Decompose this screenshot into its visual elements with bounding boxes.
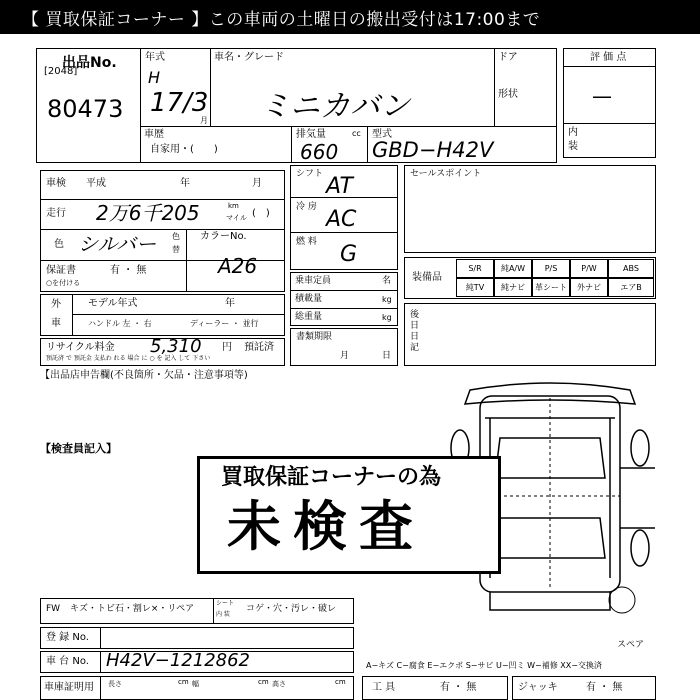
- lot-tag: [2048]: [44, 66, 78, 77]
- chassis-value: H42V−1212862: [106, 650, 250, 671]
- load-unit: kg: [382, 295, 392, 304]
- equip-ps: P/S: [532, 259, 570, 278]
- aircon-value: AC: [326, 207, 357, 232]
- foreign-label-bottom: 車: [51, 318, 61, 329]
- docs-month-unit: 月: [340, 351, 350, 361]
- displacement-value: 660: [300, 140, 339, 164]
- equip-navi: 純ナビ: [494, 278, 532, 297]
- recycle-value: 5,310: [150, 336, 202, 357]
- jack-label: ジャッキ: [518, 682, 558, 693]
- inspection-label: 車検: [46, 178, 66, 189]
- warranty-options: 有 ・ 無: [110, 265, 147, 276]
- model-value: ミニカバン: [260, 89, 410, 124]
- history-label: 車歴: [144, 129, 164, 140]
- type-value: GBD−H42V: [372, 138, 494, 162]
- chassis-label: 車 台 No.: [46, 656, 89, 667]
- tools-value: 有 ・ 無: [440, 682, 477, 693]
- rear-label: 後日日記: [410, 310, 420, 353]
- inspection-month-unit: 月: [252, 178, 262, 189]
- recycle-label: リサイクル料金: [46, 342, 115, 353]
- notes-header: 【出品店申告欄(不良箇所・欠品・注意事項等): [40, 370, 248, 381]
- year-month-unit: 月: [200, 116, 208, 125]
- equip-ext-navi: 外ナビ: [570, 278, 608, 297]
- sales-point-label: セールスポイント: [410, 169, 482, 179]
- cert-width: 幅: [192, 680, 199, 688]
- history-value: 自家用・( ): [150, 144, 218, 155]
- model-year-label: モデル年式: [88, 298, 138, 309]
- color-no-label: カラーNo.: [200, 231, 247, 242]
- fuel-value: G: [340, 242, 358, 267]
- jack-value: 有 ・ 無: [586, 682, 623, 693]
- header-banner: [0, 0, 700, 34]
- handle-label: ハンドル 左 ・ 右: [88, 319, 152, 328]
- stamp-top-text: 買取保証コーナーの為: [221, 465, 442, 490]
- mileage-unit-km: km: [228, 202, 239, 210]
- inspection-year-unit: 年: [180, 178, 190, 189]
- recycle-unit: 円: [222, 342, 232, 353]
- cert-length-unit: cm: [178, 678, 189, 686]
- docs-day-unit: 日: [382, 351, 392, 361]
- fuel-label: 燃 料: [296, 237, 317, 247]
- dealer-label: ディーラー ・ 並行: [190, 319, 259, 328]
- repaint-label-top: 色: [172, 232, 180, 241]
- equip-tv: 純TV: [456, 278, 494, 297]
- gross-label: 総重量: [295, 312, 323, 322]
- rear-notes-box: [404, 303, 656, 366]
- recycle-note: 預託済 で 預託金 支払わ れる 場合 に ○ を 記入 して 下さい: [46, 355, 211, 362]
- mileage-paren: ( ): [252, 208, 270, 219]
- shift-value: AT: [326, 174, 353, 199]
- aircon-label: 冷 房: [296, 202, 317, 212]
- lot-number: 80473: [47, 95, 124, 123]
- equip-leather: 革シート: [532, 278, 570, 297]
- displacement-unit: cc: [352, 129, 361, 138]
- cert-width-unit: cm: [258, 678, 269, 686]
- gross-unit: kg: [382, 313, 392, 322]
- capacity-unit: 名: [382, 276, 392, 286]
- banner-text: 【 買取保証コーナー 】この車両の土曜日の搬出受付は17:00まで: [22, 9, 541, 30]
- recycle-status: 預託済: [244, 342, 274, 353]
- year-era: H: [148, 68, 161, 87]
- lot-label: 出品No.: [62, 55, 117, 71]
- year-label: 年式: [145, 52, 165, 63]
- capacity-label: 乗車定員: [295, 276, 332, 286]
- model-label: 車名・グレード: [214, 52, 284, 63]
- equip-abs: ABS: [608, 259, 654, 278]
- shape-label: 形状: [498, 89, 518, 100]
- equipment-label: 装備品: [412, 272, 442, 283]
- seat-label-top: シート: [216, 600, 235, 607]
- warranty-note: ○を付ける: [46, 279, 81, 287]
- stamp-main-text: 未検査: [227, 495, 425, 558]
- load-label: 積載量: [295, 294, 323, 304]
- foreign-label-top: 外: [51, 299, 61, 310]
- year-value: 17/3: [150, 88, 209, 118]
- color-no-value: A26: [218, 254, 258, 278]
- damage-legend: A−キズ C−腐食 E−エクボ S−サビ U−凹ミ W−補修 XX−交換済: [366, 661, 602, 670]
- docs-label: 書類期限: [296, 332, 333, 342]
- seat-text: コゲ・穴・汚レ・破レ: [246, 604, 337, 614]
- cert-label: 車庫証明用: [44, 682, 94, 693]
- equip-sr: S/R: [456, 259, 494, 278]
- fw-label: FW: [46, 604, 61, 614]
- shift-label: シフト: [296, 169, 324, 179]
- door-label: ドア: [498, 52, 518, 63]
- repaint-label-bottom: 替: [172, 245, 180, 254]
- color-label: 色: [54, 239, 64, 250]
- interior-label-bottom: 装: [568, 141, 578, 152]
- inspection-era: 平成: [86, 178, 106, 189]
- displacement-label: 排気量: [296, 129, 326, 140]
- tools-label: 工 具: [372, 682, 396, 693]
- score-value: —: [592, 84, 612, 108]
- model-year-unit: 年: [225, 298, 235, 309]
- registration-label: 登 録 No.: [46, 632, 89, 643]
- warranty-label: 保証書: [46, 265, 76, 276]
- interior-label-top: 内: [568, 127, 578, 138]
- seat-label-bottom: 内 装: [216, 611, 230, 618]
- type-label: 型式: [372, 129, 392, 140]
- cert-height-unit: cm: [335, 678, 346, 686]
- foreign-car-box: [40, 294, 285, 336]
- equip-airbag: エアB: [608, 278, 654, 297]
- spare-label: スペア: [617, 640, 645, 650]
- mileage-label: 走行: [46, 208, 66, 219]
- color-value: シルバー: [78, 232, 157, 256]
- cert-length: 長さ: [108, 680, 122, 688]
- equip-aw: 純A/W: [494, 259, 532, 278]
- mileage-value: 2万6千205: [96, 201, 200, 225]
- inspector-label: 【検査員記入】: [40, 442, 117, 455]
- fw-text: キズ・トビ石・割レ×・リペア: [70, 604, 195, 614]
- cert-height: 高さ: [272, 680, 286, 688]
- equip-pw: P/W: [570, 259, 608, 278]
- score-label: 評 価 点: [590, 52, 627, 63]
- mileage-unit-mile: マイル: [226, 214, 247, 222]
